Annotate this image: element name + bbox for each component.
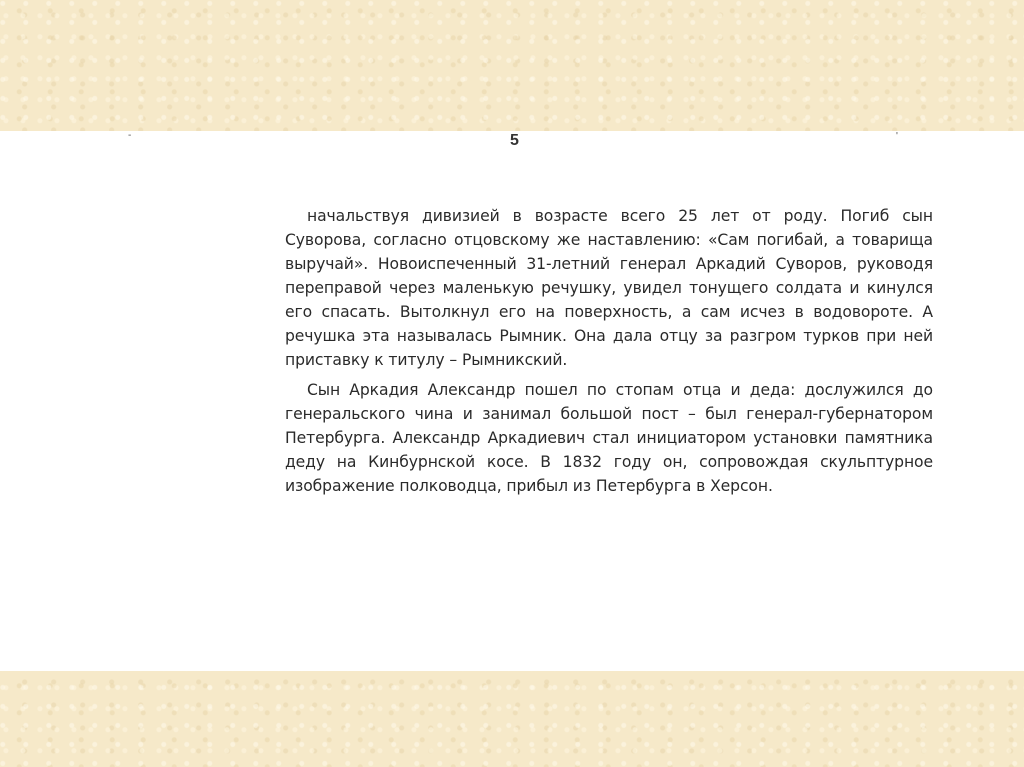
document-text	[285, 204, 933, 504]
scan-mark-right: '	[896, 131, 898, 142]
paragraph-2: Сын Аркадия Александр пошел по стопам отца и деда: дослужился до генеральского чина и занимал большой пост – был генерал-губернатором Петербурга. Александр Аркадиевич стал инициатором установки памятника деду на Кинбурнской косе. В 1832 году он, сопровождая скульптурное изображение полководца, прибыл из Петербурга в Херсон.	[285, 381, 933, 495]
scan-mark-left: -	[128, 130, 132, 141]
scanned-page	[0, 131, 1024, 671]
paragraph-1: начальствуя дивизией в возрасте всего 25 лет от роду. Погиб сын Суворова, согласно отцовскому же наставлению: «Сам погибай, а товарища выручай». Новоиспеченный 31-летний генерал Аркадий Суворов, руководя переправой через маленькую речушку, увидел тонущего солдата и кинулся его спасать. Вытолкнул его на поверхность, а сам исчез в водовороте. А речушка эта называлась Рымник. Она дала отцу за разгром турков при ней приставку к титулу – Рымникский.	[285, 207, 933, 369]
page-number: 5	[510, 132, 519, 149]
